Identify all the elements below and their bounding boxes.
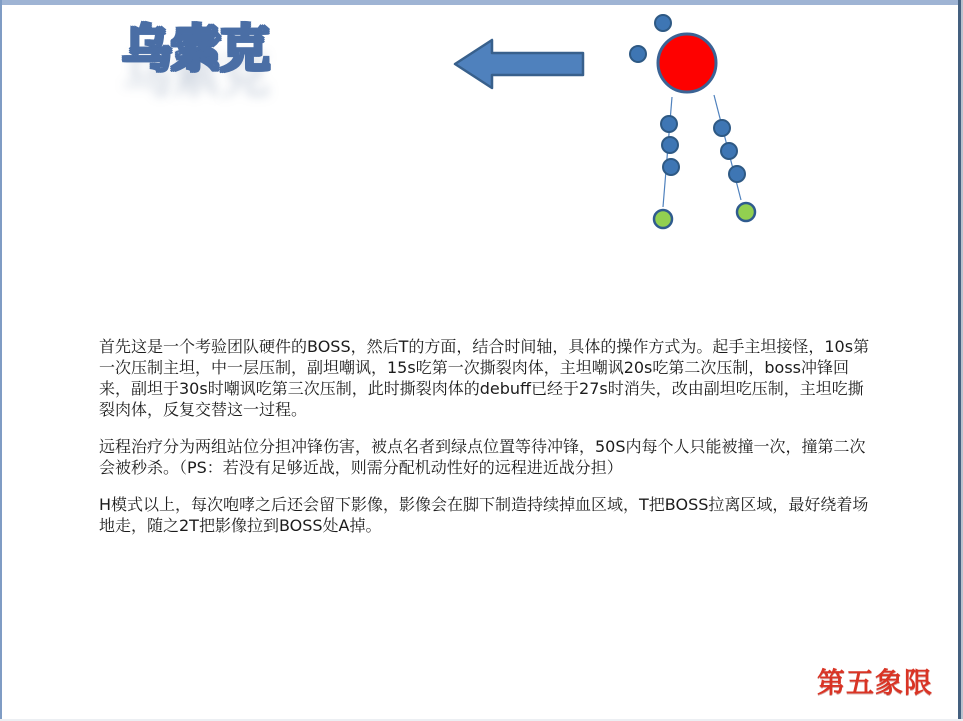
tank-circle-left [630,46,646,62]
raid-dot-right-1 [714,120,730,136]
watermark-brand: 第五象限 [816,666,933,699]
raid-dot-right-2 [721,143,737,159]
heroic-mode-paragraph: H模式以上，每次咆哮之后还会留下影像，影像会在脚下制造持续掉血区域，T把BOSS拉离区域，最好绕着场地走，随之2T把影像拉到BOSS处A掉。 [99,495,869,535]
green-point-left [654,210,672,228]
boss-strategy-diagram-svg [430,0,770,240]
raid-dot-left-2 [662,137,678,153]
boss-strategy-diagram [430,0,770,240]
slide-title: 乌索克 [122,20,269,78]
left-arrow-icon [455,40,583,88]
tank-circle-top [655,15,671,31]
raid-dot-right-3 [729,166,745,182]
slide-border-left [0,0,2,721]
raid-dot-left-3 [663,159,679,175]
strategy-text-block [99,336,877,552]
raid-dot-left-1 [661,116,677,132]
ranged-healer-paragraph: 远程治疗分为两组站位分担冲锋伤害，被点名者到绿点位置等待冲锋，50S内每个人只能被撞一次，撞第二次会被秒杀。（PS：若没有足够近战，则需分配机动性好的远程进近战分担） [99,437,866,477]
boss-circle [658,34,716,92]
tank-strategy-paragraph: 首先这是一个考验团队硬件的BOSS，然后T的方面，结合时间轴，具体的操作方式为。起手主坦接怪，10s第一次压制主坦，中一层压制，副坦嘲讽，15s吃第一次撕裂肉体，主坦嘲讽20s吃第二次压制，boss冲锋回来，副坦于30s时嘲讽吃第三次压制，此时撕裂肉体的debuff已经于27s时消失，改由副坦吃压制，主坦吃撕裂肉体，反复交替这一过程。 [99,337,870,419]
green-point-right [737,203,755,221]
